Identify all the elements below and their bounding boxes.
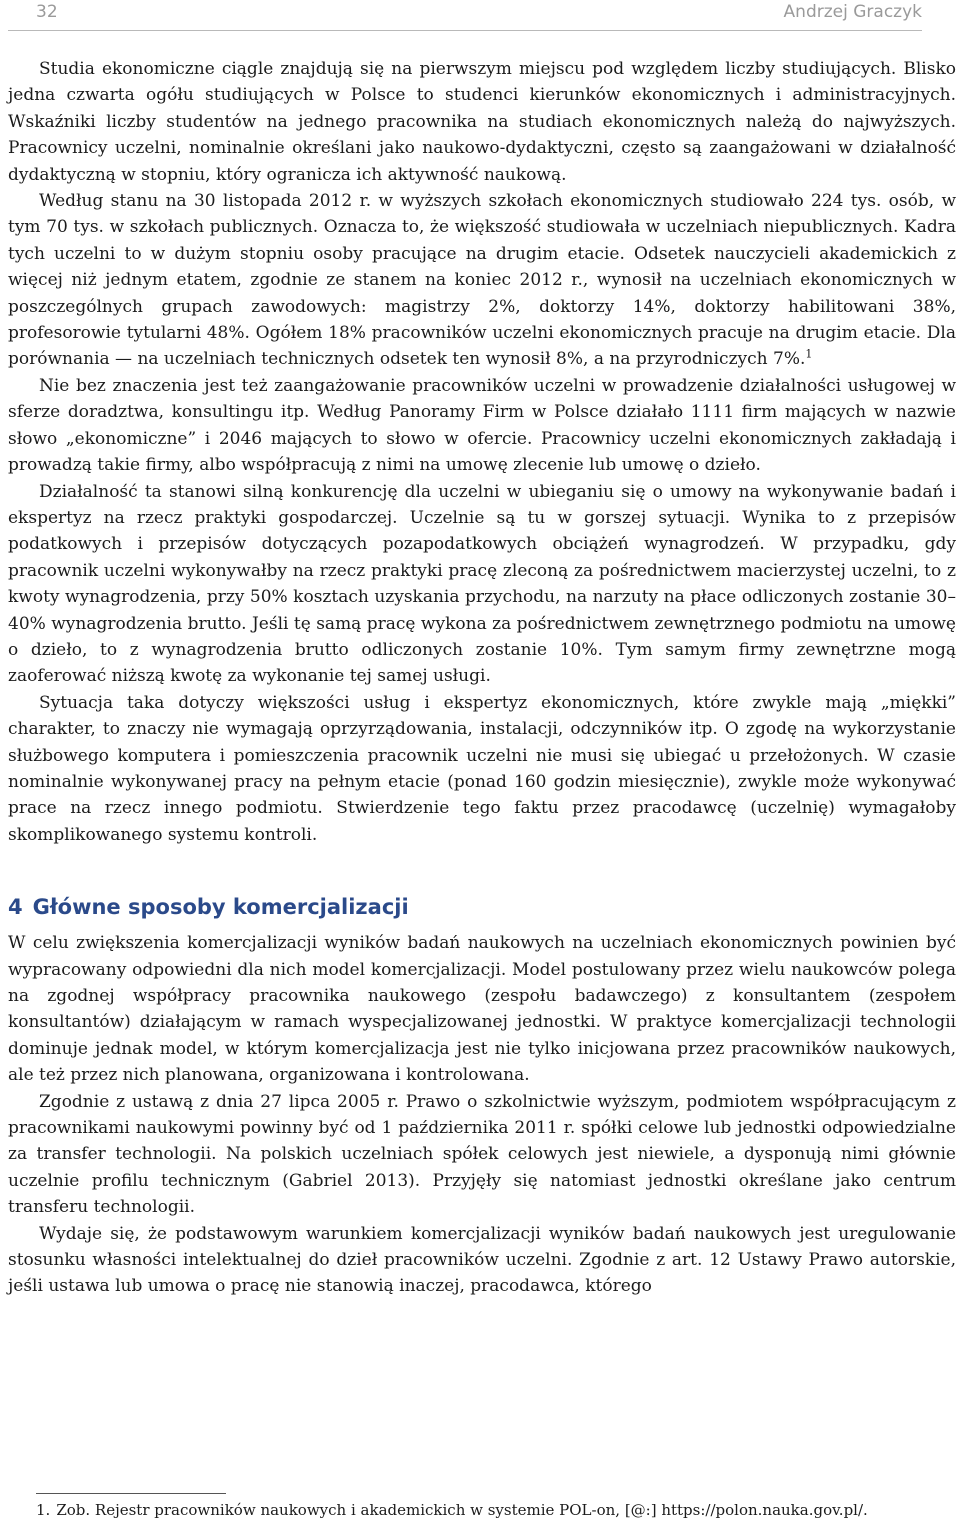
running-author: Andrzej Graczyk	[783, 2, 922, 22]
paragraph	[8, 188, 956, 373]
paragraph: Działalność ta stanowi silną konkurencję dla uczelni w ubieganiu się o umowy na wykonywanie badań i ekspertyz na rzecz praktyki gospodarczej. Uczelnie są tu w gorszej sytuacji. Wynika to z przepisów podatkowych i przepisów dotyczących pozapodatkowych obciążeń wynagrodzeń. W przypadku, gdy pracownik uczelni wykonywałby na rzecz praktyki pracę zleconą za pośrednictwem macierzystej uczelni, to z kwoty wynagrodzenia, przy 50% kosztach uzyskania przychodu, na narzuty na płace odliczonych zostanie 30–40% wynagrodzenia brutto. Jeśli tę samą pracę wykona za pośrednictwem zewnętrznego podmiotu na umowę o dzieło, to z wynagrodzenia brutto odliczonych zostanie 10%. Tym samym firmy zewnętrzne mogą zaoferować niższą kwotę za wykonanie tej samej usługi.	[8, 481, 956, 687]
section-title: Główne sposoby komercjalizacji	[32, 895, 409, 920]
paragraph-text: Według stanu na 30 listopada 2012 r. w wyższych szkołach ekonomicznych studiowało 224 tys. osób, w tym 70 tys. w szkołach publicznych. Oznacza to, że większość studiowała w uczelniach niepublicznych. Kadra tych uczelni to w dużym stopniu osoby pracujące na drugim etacie. Odsetek nauczycieli akademickich z więcej niż jednym etatem, zgodnie ze stanem na koniec 2012 r., wynosił na uczelniach ekonomicznych w poszczególnych grupach zawodowych: magistrzy 2%, doktorzy 14%, doktorzy habilitowani 38%, profesorowie tytularni 48%. Ogółem 18% pracowników uczelni ekonomicznych pracuje na drugim etacie. Dla porównania — na uczelniach technicznych odsetek ten wynosił 8%, a na przyrodniczych 7%.	[8, 191, 956, 370]
paragraph: Studia ekonomiczne ciągle znajdują się na pierwszym miejscu pod względem liczby studiujących. Blisko jedna czwarta ogółu studiujących w Polsce to studenci kierunków ekonomicznych i administracyjnych. Wskaźniki liczby studentów na jednego pracownika na studiach ekonomicznych należą do najwyższych. Pracownicy uczelni, nominalnie określani jako naukowo-dydaktyczni, często są zaangażowani w działalność dydaktyczną w stopniu, który ogranicza ich aktywność naukową.	[8, 59, 956, 185]
footnote	[36, 1500, 946, 1520]
page-number: 32	[36, 2, 58, 22]
body-text	[8, 56, 956, 1300]
section-heading	[8, 892, 956, 922]
footnote-rule	[36, 1493, 226, 1494]
footnote-number: 1.	[36, 1501, 51, 1519]
paragraph: Zgodnie z ustawą z dnia 27 lipca 2005 r. Prawo o szkolnictwie wyższym, podmiotem współpracującym z pracownikami naukowymi powinny być od 1 października 2011 r. spółki celowe lub jednostki odpowiedzialne za transfer technologii. Na polskich uczelniach spółek celowych jest niewiele, a dysponują nimi głównie uczelnie profilu technicznym (Gabriel 2013). Przyjęły się natomiast jednostki określane jako centrum transferu technologii.	[8, 1091, 956, 1218]
running-header	[8, 0, 922, 31]
footnote-text: Zob. Rejestr pracowników naukowych i akademickich w systemie POL-on, [@:] https://polon.nauka.gov.pl/.	[56, 1501, 868, 1519]
footnote-marker[interactable]: 1	[805, 347, 813, 361]
paragraph: Wydaje się, że podstawowym warunkiem komercjalizacji wyników badań naukowych jest uregulowanie stosunku własności intelektualnej do dzieł pracowników uczelni. Zgodnie z art. 12 Ustawy Prawo autorskie, jeśli ustawa lub umowa o pracę nie stanowią inaczej, pracodawca, którego	[8, 1223, 956, 1297]
paragraph: Sytuacja taka dotyczy większości usług i ekspertyz ekonomicznych, które zwykle mają „miękki” charakter, to znaczy nie wymagają oprzyrządowania, instalacji, odczynników itp. O zgodę na wykorzystanie służbowego komputera i pomieszczenia pracownik uczelni nie musi się ubiegać u przełożonych. W czasie nominalnie wykonywanej pracy na pełnym etacie (ponad 160 godzin miesięcznie), zwykle może wykonywać prace na rzecz innego podmiotu. Stwierdzenie tego faktu przez pracodawcę (uczelnię) wymagałoby skomplikowanego systemu kontroli.	[8, 692, 956, 845]
paragraph: W celu zwiększenia komercjalizacji wyników badań naukowych na uczelniach ekonomicznych powinien być wypracowany odpowiedni dla nich model komercjalizacji. Model postulowany przez wielu naukowców polega na zgodnej współpracy pracownika naukowego (zespołu badawczego) z konsultantem (zespołem konsultantów) działającym w ramach wyspecjalizowanej jednostki. W praktyce komercjalizacji technologii dominuje jednak model, w którym komercjalizacja jest nie tylko inicjowana przez pracowników naukowych, ale też przez nich planowana, organizowana i kontrolowana.	[8, 933, 956, 1086]
paragraph: Nie bez znaczenia jest też zaangażowanie pracowników uczelni w prowadzenie działalności usługowej w sferze doradztwa, konsultingu itp. Według Panoramy Firm w Polsce działało 1111 firm mających w nazwie słowo „ekonomiczne” i 2046 mających to słowo w ofercie. Pracownicy uczelni ekonomicznych zakładają i prowadzą takie firmy, albo współpracują z nimi na umowę zlecenie lub umowę o dzieło.	[8, 375, 956, 476]
section-number: 4	[8, 895, 23, 920]
